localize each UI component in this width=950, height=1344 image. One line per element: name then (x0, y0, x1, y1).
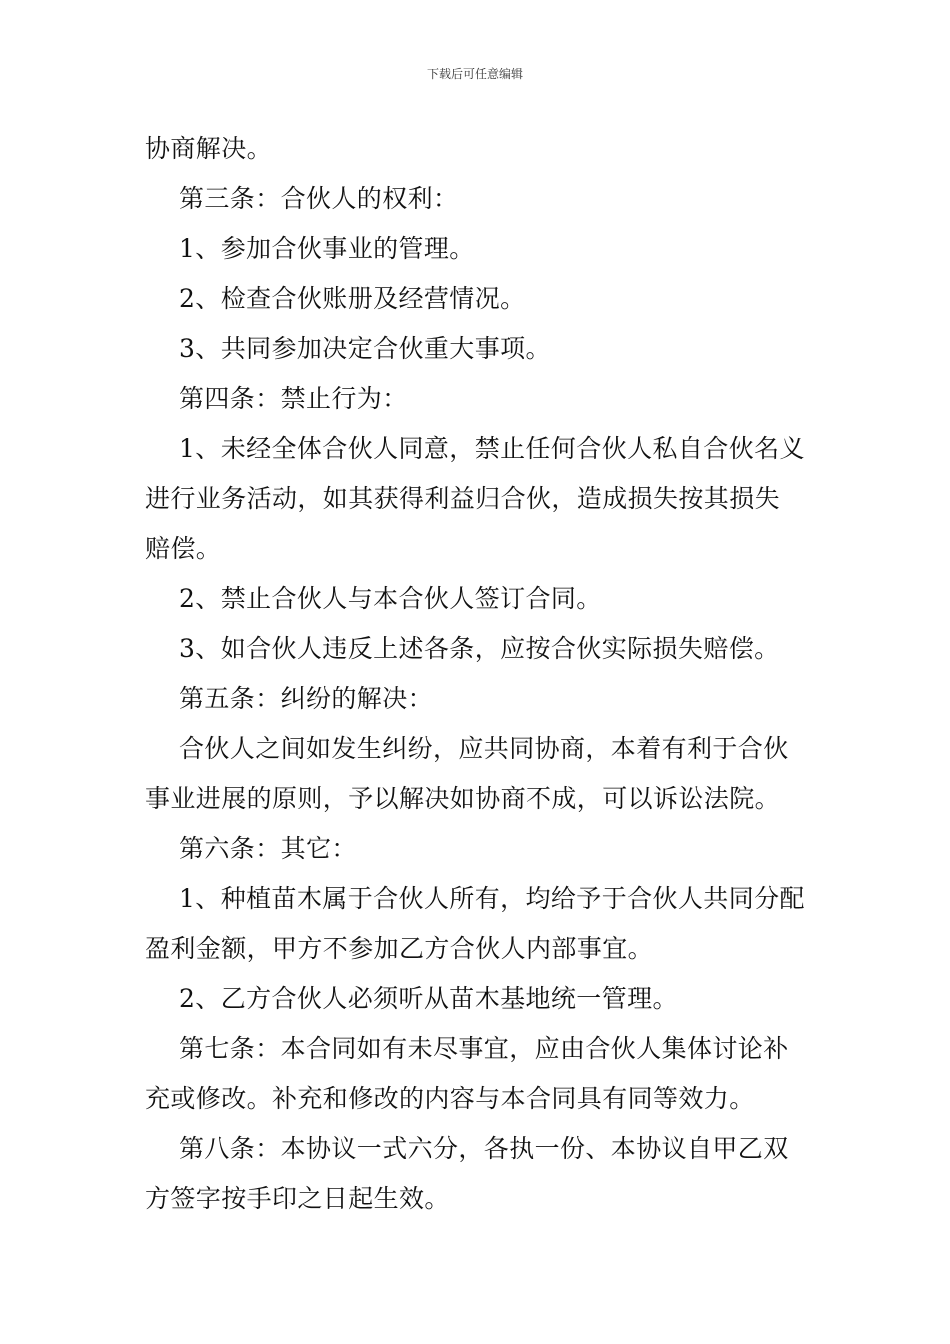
text-line: 第八条：本协议一式六分，各执一份、本协议自甲乙双 (179, 1134, 789, 1163)
document-body (145, 124, 809, 1224)
article-6-item-1 (145, 874, 809, 974)
article-4-item-2 (145, 574, 809, 624)
article-8 (145, 1124, 809, 1224)
page-header: 下载后可任意编辑 (426, 67, 523, 81)
text-line: 2、检查合伙账册及经营情况。 (179, 284, 526, 313)
text-line: 第五条：纠纷的解决： (179, 684, 434, 713)
text-line: 3、如合伙人违反上述各条，应按合伙实际损失赔偿。 (179, 634, 780, 663)
text-line: 协商解决。 (145, 134, 273, 163)
text-line: 进行业务活动，如其获得利益归合伙，造成损失按其损失 (145, 484, 781, 513)
article-5-heading (145, 674, 809, 724)
text-line: 充或修改。补充和修改的内容与本合同具有同等效力。 (145, 1084, 755, 1113)
article-3-item-3 (145, 324, 809, 374)
text-line: 第六条：其它： (179, 834, 357, 863)
article-3-heading (145, 174, 809, 224)
text-line: 1、未经全体合伙人同意，禁止任何合伙人私自合伙名义 (179, 434, 805, 463)
text-line: 赔偿。 (145, 534, 222, 563)
article-6-heading (145, 824, 809, 874)
article-5-body (145, 724, 809, 824)
text-line: 方签字按手印之日起生效。 (145, 1184, 450, 1213)
article-6-item-2 (145, 974, 809, 1024)
text-line: 3、共同参加决定合伙重大事项。 (179, 334, 551, 363)
article-7 (145, 1024, 809, 1124)
text-line: 2、乙方合伙人必须听从苗木基地统一管理。 (179, 984, 678, 1013)
text-line: 第七条：本合同如有未尽事宜，应由合伙人集体讨论补 (179, 1034, 789, 1063)
text-line: 事业进展的原则，予以解决如协商不成，可以诉讼法院。 (145, 784, 781, 813)
text-line: 第三条：合伙人的权利： (179, 184, 459, 213)
text-line: 2、禁止合伙人与本合伙人签订合同。 (179, 584, 602, 613)
text-line: 盈利金额，甲方不参加乙方合伙人内部事宜。 (145, 934, 654, 963)
article-4-item-3 (145, 624, 809, 674)
article-4-heading (145, 374, 809, 424)
text-line: 合伙人之间如发生纠纷，应共同协商，本着有利于合伙 (179, 734, 789, 763)
text-line: 第四条：禁止行为： (179, 384, 408, 413)
article-4-item-1 (145, 424, 809, 574)
article-3-item-2 (145, 274, 809, 324)
text-line: 1、参加合伙事业的管理。 (179, 234, 475, 263)
paragraph-continuation (145, 124, 809, 174)
article-3-item-1 (145, 224, 809, 274)
text-line: 1、种植苗木属于合伙人所有，均给予于合伙人共同分配 (179, 884, 805, 913)
